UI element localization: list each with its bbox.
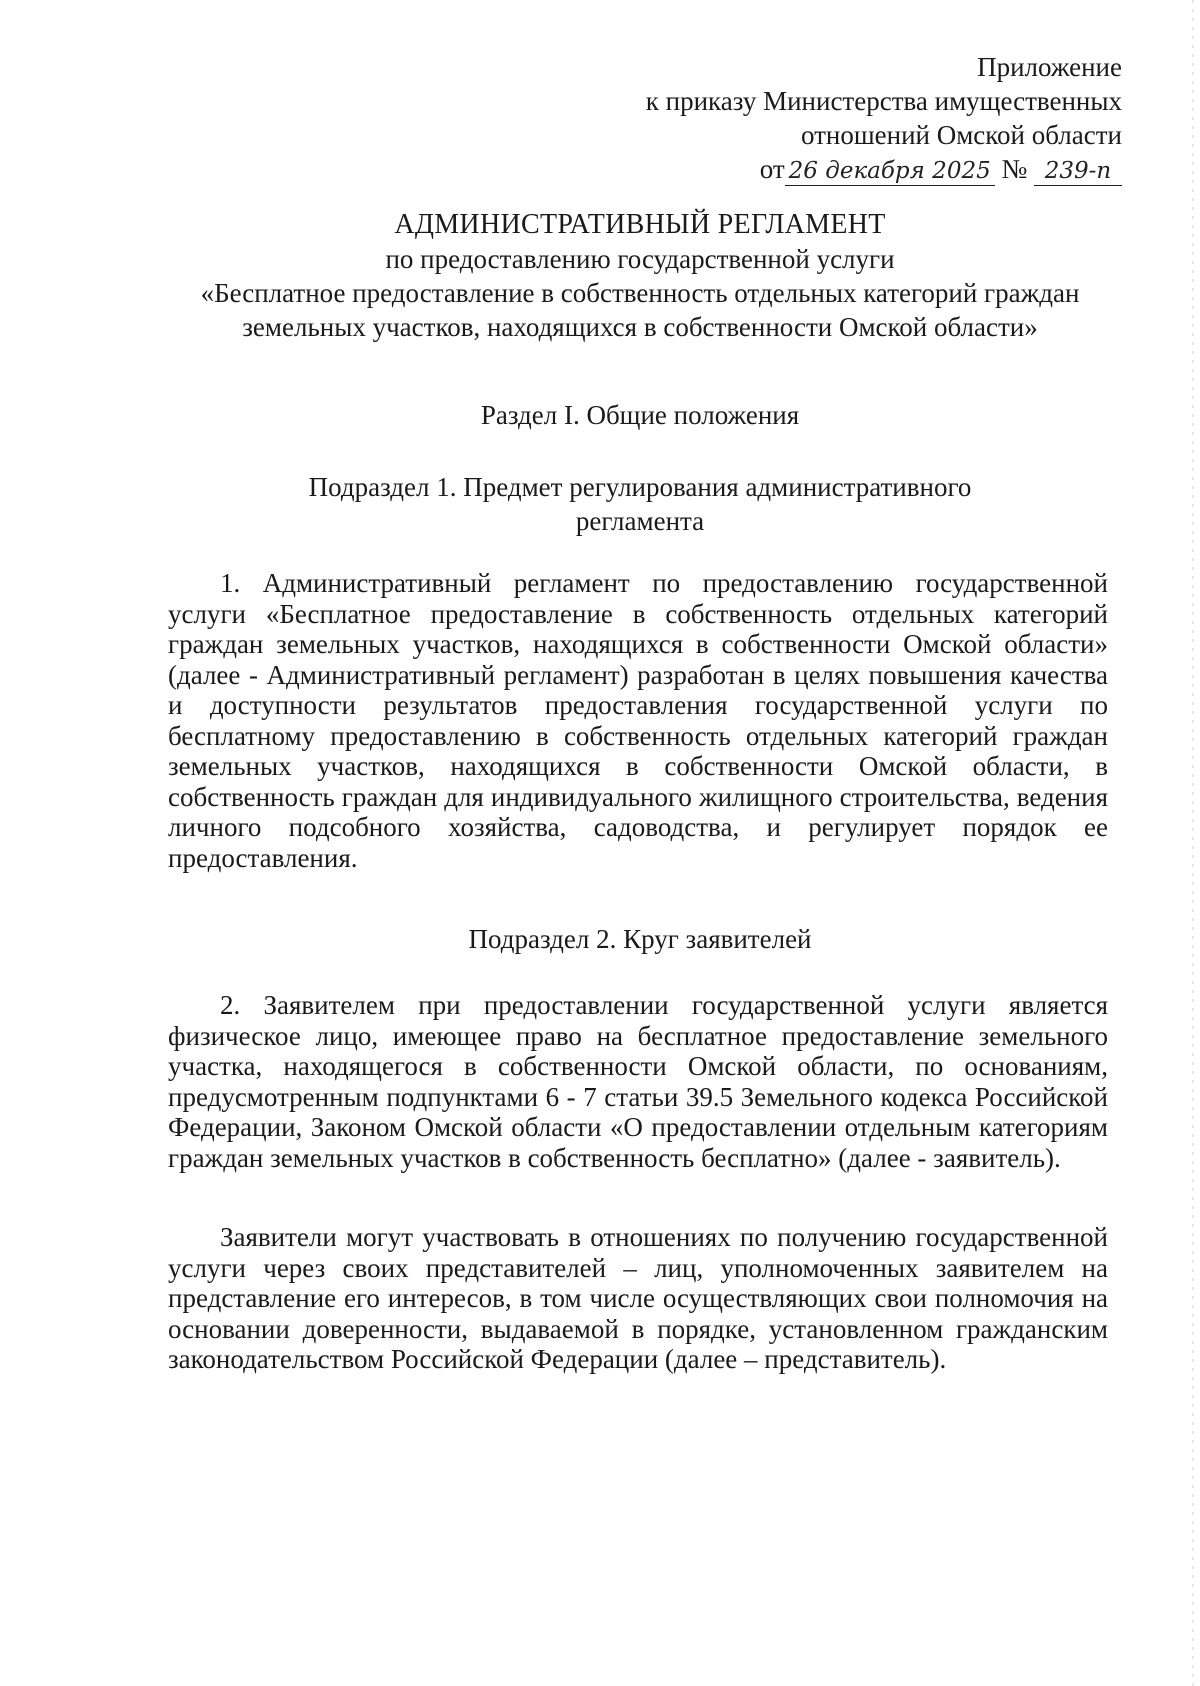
appendix-title: Приложение bbox=[977, 52, 1122, 82]
number-sign: № bbox=[1001, 154, 1028, 184]
document-subtitle-line3: земельных участков, находящихся в собственности Омской области» bbox=[242, 312, 1038, 342]
handwritten-order-number: 239-п bbox=[1034, 157, 1122, 186]
document-title: АДМИНИСТРАТИВНЫЙ РЕГЛАМЕНТ bbox=[394, 209, 886, 240]
section-heading: Раздел I. Общие положения bbox=[480, 400, 800, 430]
paragraph-3: Заявители могут участвовать в отношениях по получению государственной услуги через своих представителей – лиц, уполномоченных заявителем на представление его интересов, в том числе осуществляющих свои полномочия на основании доверенности, выдаваемой в порядке, установленном гражданским законодательством Российской Федерации (далее – представитель). bbox=[168, 1222, 1108, 1374]
paragraph-2: 2. Заявителем при предоставлении государственной услуги является физическое лицо, имеющее право на бесплатное предоставление земельного участка, находящегося в собственности Омской области, по основаниям, предусмотренным подпунктами 6 - 7 статьи 39.5 Земельного кодекса Российской Федерации, Законом Омской области «О предоставлении отдельным категориям граждан земельных участков в собственность бесплатно» (далее - заявитель). bbox=[168, 990, 1108, 1173]
handwritten-date: 26 декабря 2025 bbox=[785, 157, 995, 186]
document-subtitle-line2: «Бесплатное предоставление в собственность отдельных категорий граждан bbox=[200, 278, 1080, 308]
document-subtitle-line1: по предоставлению государственной услуги bbox=[385, 244, 895, 274]
scan-edge-artifact bbox=[1192, 0, 1194, 1686]
subsection1-heading bbox=[160, 470, 1120, 538]
subsection1-heading-line1: Подраздел 1. Предмет регулирования административного bbox=[308, 472, 972, 502]
appendix-block bbox=[646, 50, 1122, 186]
subsection2-heading: Подраздел 2. Круг заявителей bbox=[468, 924, 812, 954]
date-prefix: от bbox=[759, 154, 785, 184]
appendix-order-ref: к приказу Министерства имущественных bbox=[645, 86, 1122, 116]
paragraph-1: 1. Административный регламент по предоставлению государственной услуги «Бесплатное предоставление в собственность отдельных категорий граждан земельных участков, находящихся в собственности Омской области» (далее - Административный регламент) разработан в целях повышения качества и доступности результатов предоставления государственной услуги по бесплатному предоставлению в собственность отдельных категорий граждан земельных участков, находящихся в собственности Омской области, в собственность граждан для индивидуального жилищного строительства, ведения личного подсобного хозяйства, садоводства, и регулирует порядок ее предоставления. bbox=[168, 568, 1108, 873]
appendix-date-number-line bbox=[646, 152, 1122, 186]
appendix-ministry: отношений Омской области bbox=[800, 120, 1122, 150]
document-title-block bbox=[160, 208, 1120, 344]
subsection1-heading-line2: регламента bbox=[575, 506, 705, 536]
